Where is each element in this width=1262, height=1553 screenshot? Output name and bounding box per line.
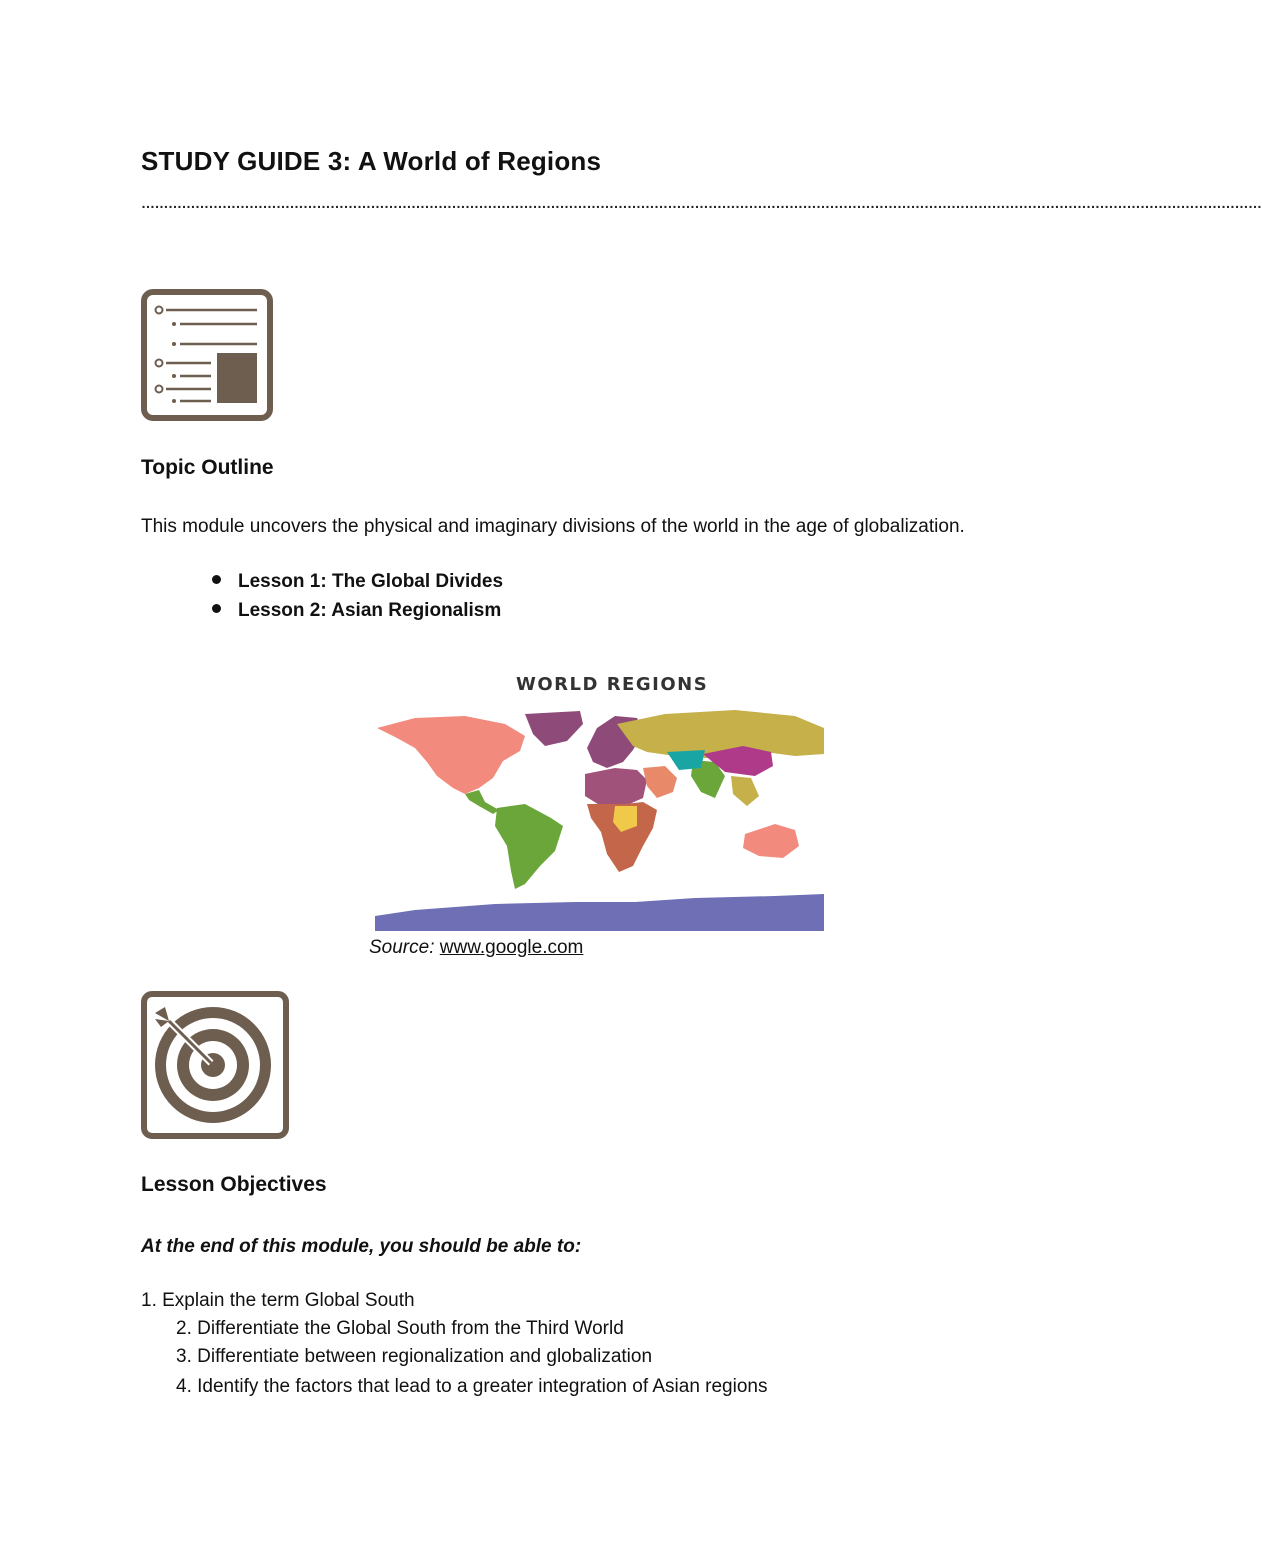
page-title: STUDY GUIDE 3: A World of Regions (141, 146, 602, 176)
objective-item: 1. Explain the term Global South (141, 1290, 415, 1311)
objective-item: 2. Differentiate the Global South from the Third World (176, 1318, 624, 1339)
topic-outline-heading: Topic Outline (141, 456, 274, 479)
map-title: WORLD REGIONS (516, 674, 709, 695)
lesson-label: Lesson 1: The Global Divides (238, 571, 504, 592)
north-africa-region (585, 768, 647, 806)
outline-document-icon (141, 289, 273, 421)
bullet-icon (212, 604, 221, 613)
title-divider: …………………………………………………………………………………………………………………………………………………………………………………………………………………………… (141, 195, 1262, 211)
objective-item: 3. Differentiate between regionalization and globalization (176, 1346, 653, 1367)
lesson-label: Lesson 2: Asian Regionalism (238, 600, 502, 621)
lesson-objectives-heading: Lesson Objectives (141, 1173, 327, 1196)
source-link[interactable]: www.google.com (439, 937, 584, 958)
target-icon (141, 991, 289, 1139)
source-label: Source: (369, 937, 435, 958)
map-source (369, 937, 583, 959)
topic-outline-intro: This module uncovers the physical and imaginary divisions of the world in the age of globalization. (141, 516, 965, 537)
lesson-list-item (212, 571, 503, 593)
objective-item: 4. Identify the factors that lead to a greater integration of Asian regions (176, 1376, 768, 1397)
lesson-list-item (212, 600, 501, 622)
objectives-intro: At the end of this module, you should be able to: (141, 1236, 582, 1257)
bullet-icon (212, 575, 221, 584)
world-regions-map (375, 706, 824, 931)
